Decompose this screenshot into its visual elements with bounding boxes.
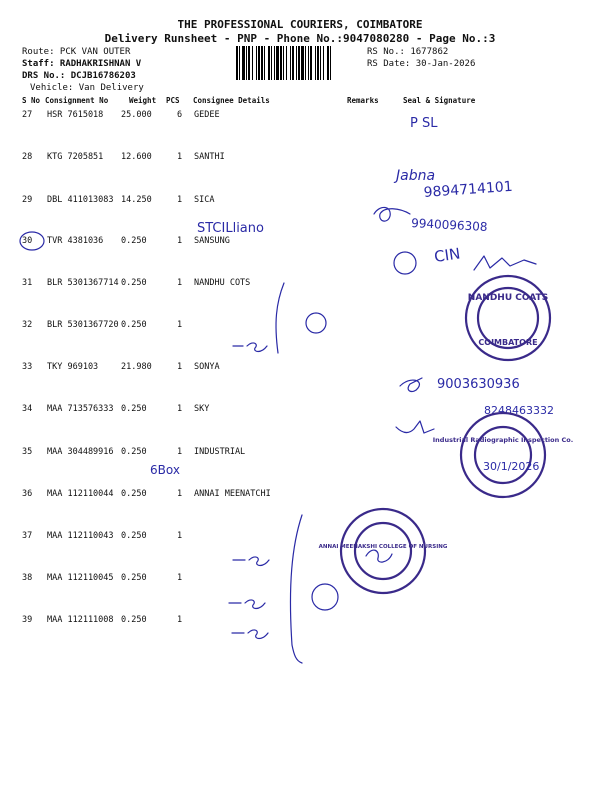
col-seal: Seal & Signature bbox=[403, 96, 476, 105]
row-sno: 29 bbox=[22, 195, 33, 205]
handwritten-name-r28: Jabna bbox=[396, 168, 436, 184]
handwritten-note-r35: 6Box bbox=[150, 463, 180, 477]
row-sno: 33 bbox=[22, 362, 33, 372]
row-sno: 35 bbox=[22, 447, 33, 457]
row-consignee: INDUSTRIAL bbox=[194, 447, 246, 457]
handwritten-note-r30: STCILliano bbox=[197, 221, 264, 236]
signature-r31 bbox=[474, 256, 536, 270]
handwritten-sign-r30: CIN bbox=[433, 244, 462, 266]
row-consignee: SICA bbox=[194, 195, 215, 205]
row-sno: 27 bbox=[22, 110, 33, 120]
row-pcs: 1 bbox=[177, 615, 183, 625]
stamp-nandhu-place: COIMBATORE bbox=[478, 338, 538, 347]
signature-r36 bbox=[366, 550, 392, 562]
row-consignment: MAA 112111008 bbox=[47, 615, 114, 625]
row-consignment: BLR 5301367720 bbox=[47, 320, 119, 330]
row-weight: 25.000 bbox=[121, 110, 152, 120]
industrial-stamp bbox=[433, 413, 573, 497]
row-pcs: 1 bbox=[177, 404, 183, 414]
signature-r34 bbox=[396, 421, 434, 433]
row-pcs: 1 bbox=[177, 152, 183, 162]
row-pcs: 1 bbox=[177, 447, 183, 457]
row-consignee: SKY bbox=[194, 404, 210, 414]
rs-date-text: RS Date: 30-Jan-2026 bbox=[367, 59, 476, 69]
row-consignment: TKY 969103 bbox=[47, 362, 99, 372]
row-pcs: 1 bbox=[177, 236, 183, 246]
row-sno: 31 bbox=[22, 278, 33, 288]
row-weight: 14.250 bbox=[121, 195, 152, 205]
row-weight: 0.250 bbox=[121, 489, 147, 499]
drs-text: DRS No.: DCJB16786203 bbox=[22, 71, 136, 81]
dash-mark-r38 bbox=[229, 600, 265, 609]
company-title: THE PROFESSIONAL COURIERS, COIMBATORE bbox=[177, 18, 423, 31]
row-consignment: MAA 112110045 bbox=[47, 573, 114, 583]
vehicle-text: Vehicle: Van Delivery bbox=[30, 83, 144, 93]
row-consignment: TVR 4381036 bbox=[47, 236, 104, 246]
row-consignment: BLR 5301367714 bbox=[47, 278, 119, 288]
row-pcs: 1 bbox=[177, 531, 183, 541]
signature-r29 bbox=[374, 207, 410, 221]
handwritten-phone-r28: 9894714101 bbox=[423, 178, 514, 201]
dash-mark-r37 bbox=[233, 557, 269, 566]
bracket-r37 bbox=[290, 515, 302, 663]
row-consignee: ANNAI MEENATCHI bbox=[194, 489, 271, 499]
row-pcs: 1 bbox=[177, 489, 183, 499]
row-sno: 36 bbox=[22, 489, 33, 499]
row-consignment: MAA 112110043 bbox=[47, 531, 114, 541]
row-weight: 0.250 bbox=[121, 573, 147, 583]
row-consignee: SONYA bbox=[194, 362, 220, 372]
row-weight: 12.600 bbox=[121, 152, 152, 162]
signature-r33 bbox=[400, 378, 422, 391]
bracket-r31 bbox=[276, 283, 284, 353]
runsheet-subtitle: Delivery Runsheet - PNP - Phone No.:9047080280 - Page No.:3 bbox=[104, 32, 496, 45]
row-consignment: MAA 713576333 bbox=[47, 404, 114, 414]
circle-mark-r30 bbox=[20, 232, 44, 250]
row-consignment: KTG 7205851 bbox=[47, 152, 104, 162]
dash-mark-r32 bbox=[233, 343, 267, 352]
row-pcs: 1 bbox=[177, 195, 183, 205]
row-weight: 0.250 bbox=[121, 615, 147, 625]
handwritten-remark-r27: P SL bbox=[410, 116, 438, 131]
row-pcs: 1 bbox=[177, 320, 183, 330]
col-pcs: PCS bbox=[166, 96, 180, 105]
row-sno: 37 bbox=[22, 531, 33, 541]
college-stamp bbox=[319, 509, 448, 593]
dash-mark-r39 bbox=[232, 630, 268, 639]
stamp-nandhu-name: NANDHU COATS bbox=[467, 293, 549, 303]
row-pcs: 1 bbox=[177, 573, 183, 583]
handwritten-phone-r33: 9003630936 bbox=[437, 377, 520, 392]
row-sno: 34 bbox=[22, 404, 33, 414]
staff-text: Staff: RADHAKRISHNAN V bbox=[22, 59, 142, 69]
stamp-industrial-date: 30/1/2026 bbox=[483, 460, 540, 473]
col-sno: S No bbox=[22, 96, 41, 105]
row-consignee: SANTHI bbox=[194, 152, 225, 162]
row-pcs: 1 bbox=[177, 362, 183, 372]
row-pcs: 6 bbox=[177, 110, 183, 120]
row-weight: 0.250 bbox=[121, 531, 147, 541]
row-sno: 30 bbox=[22, 236, 33, 246]
stamp-industrial-name: Industrial Radiographic Inspection Co. bbox=[432, 436, 574, 444]
row-consignee: SANSUNG bbox=[194, 236, 230, 246]
row-consignment: HSR 7615018 bbox=[47, 110, 104, 120]
handwritten-phone-r34: 8248463332 bbox=[484, 404, 554, 417]
row-weight: 0.250 bbox=[121, 404, 147, 414]
circle-sign-r30 bbox=[394, 252, 416, 274]
row-consignment: MAA 304489916 bbox=[47, 447, 114, 457]
row-weight: 0.250 bbox=[121, 320, 147, 330]
route-text: Route: PCK VAN OUTER bbox=[22, 47, 131, 57]
col-consignment: Consignment No bbox=[45, 96, 109, 105]
row-weight: 0.250 bbox=[121, 278, 147, 288]
nandhu-coats-stamp bbox=[466, 276, 550, 360]
row-sno: 39 bbox=[22, 615, 33, 625]
rs-no-text: RS No.: 1677862 bbox=[367, 47, 449, 57]
circle-mark-r38 bbox=[312, 584, 338, 610]
circle-mark-r32 bbox=[306, 313, 326, 333]
row-weight: 0.250 bbox=[121, 447, 147, 457]
row-sno: 32 bbox=[22, 320, 33, 330]
row-pcs: 1 bbox=[177, 278, 183, 288]
handwritten-phone-r29: 9940096308 bbox=[410, 216, 488, 234]
row-consignee: NANDHU COTS bbox=[194, 278, 251, 288]
row-weight: 0.250 bbox=[121, 236, 147, 246]
row-sno: 28 bbox=[22, 152, 33, 162]
col-remarks: Remarks bbox=[347, 96, 379, 105]
row-consignee: GEDEE bbox=[194, 110, 220, 120]
row-consignment: DBL 411013083 bbox=[47, 195, 114, 205]
col-consignee: Consignee Details bbox=[193, 96, 270, 105]
row-consignment: MAA 112110044 bbox=[47, 489, 114, 499]
row-sno: 38 bbox=[22, 573, 33, 583]
col-weight: Weight bbox=[129, 96, 157, 105]
row-weight: 21.980 bbox=[121, 362, 152, 372]
stamp-college-name: ANNAI MEENAKSHI COLLEGE OF NURSING bbox=[318, 544, 448, 550]
